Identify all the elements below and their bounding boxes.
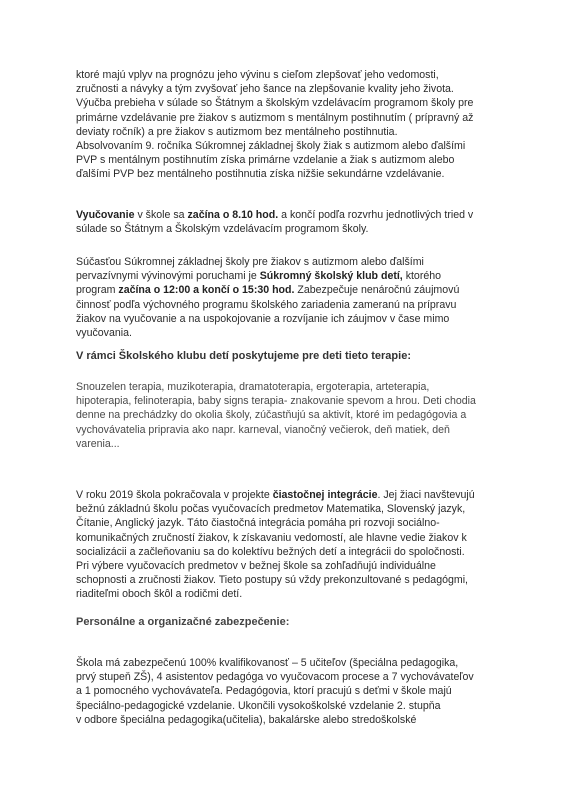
text-line: Snouzelen terapia, muzikoterapia, dramatoterapia, ergoterapia, arteterapia, [76,381,430,393]
text-line [76,283,514,297]
text-line: ďalšími PVP bez mentálneho postihnutia získa nižšie sekundárne vzdelávanie. [76,168,445,181]
paragraph-integration [76,488,514,602]
text-line: a 1 pomocného vychovávateľa. Pedagógovia, ktorí pracujú s deťmi v škole majú [76,685,452,698]
text-line: bežnú základnú školu počas vyučovacích predmetov Matematika, Slovenský jazyk, [76,503,466,516]
heading-personnel: Personálne a organizačné zabezpečenie: [76,616,290,628]
bold-text: čiastočnej integrácie [272,489,378,501]
heading-therapies: V rámci Školského klubu detí poskytujeme pre deti tieto terapie: [76,350,411,362]
bold-text: začína o 8.10 hod. [187,209,279,221]
text-line: varenia... [76,437,120,450]
text-span: ktorého [402,270,442,283]
text-line: ktoré majú vplyv na prognózu jeho vývinu s cieľom zlepšovať jeho vedomosti, [76,69,439,81]
text-span: a končí podľa rozvrhu jednotlivých tried v [278,209,474,221]
paragraph-therapies [76,380,514,451]
text-line: hipoterapia, felinoterapia, baby signs terapia- znakovanie spevom a hrou. Deti chodia [76,395,476,408]
paragraph-personnel [76,656,514,727]
paragraph-schedule [76,208,514,236]
text-span: Zabezpečuje nenáročnú záujmovú [294,284,460,297]
text-line: Výučba prebieha v súlade so Štátnym a školským vzdelávacím programom školy pre [76,97,474,110]
text-line: schopnosti a zručnosti žiakov. Tieto postupy sú vždy prekonzultované s pedagógmi, [76,574,468,587]
text-line [76,488,514,502]
text-line [76,208,514,222]
text-span: program [76,284,119,297]
text-line: Škola má zabezpečenú 100% kvalifikovanosť – 5 učiteľov (špeciálna pedagogika, [76,657,459,669]
text-line: špeciálno-pedagogické vzdelanie. Ukončili vysokoškolské vzdelanie 2. stupňa [76,699,441,712]
text-line: súlade so Štátnym a Školským vzdelávacím programom školy. [76,223,369,236]
text-span: V roku 2019 škola pokračovala v projekte [76,489,273,501]
text-line: Čítanie, Anglický jazyk. Táto čiastočná integrácia pomáha pri rozvoji sociálno- [76,517,440,530]
text-line: riaditeľmi oboch škôl a rodičmi detí. [76,588,243,601]
text-span: v škole sa [134,209,188,221]
bold-text: začína o 12:00 a končí o 15:30 hod. [118,284,295,297]
bold-text: Vyučovanie [76,209,135,221]
bold-text: Súkromný školský klub detí, [259,270,403,283]
text-line: vychovávatelia pripravia ako napr. karneval, vianočný večierok, deň matiek, deň [76,423,450,436]
text-line: Pri výbere vyučovacích predmetov v bežnej škole sa zohľadňujú individuálne [76,560,436,573]
text-line: Absolvovaním 9. ročníka Súkromnej základnej školy žiak s autizmom alebo ďalšími [76,140,466,153]
text-line: prvý stupeň ZŠ), 4 asistentov pedagóga vo vyučovacom procese a 7 vychovávateľov [76,671,474,684]
text-line: PVP s mentálnym postihnutím získa primárne vzdelanie a žiak s autizmom alebo [76,154,455,167]
paragraph-education-intro [76,68,514,182]
text-line: komunikačných zručností žiakov, k získavaniu vedomostí, ale hlavne vedie žiakov k [76,531,467,544]
text-span: pervazívnymi vývinovými poruchami je [76,270,260,283]
text-line: vyučovania. [76,327,132,340]
text-line: socializácii a začleňovaniu sa do kolektívu bežných detí a integrácii do spoločnosti. [76,545,465,558]
text-line [76,269,514,283]
text-line: denne na prechádzky do okolia školy, zúčastňujú sa aktivít, ktoré im pedagógovia a [76,409,467,422]
paragraph-school-club [76,255,514,340]
text-line: Súčasťou Súkromnej základnej školy pre žiakov s autizmom alebo ďalšími [76,256,424,268]
text-line: žiakov na vyučovanie a na uspokojovanie a rozvíjanie ich záujmov v čase mimo [76,312,450,325]
text-line: deviaty ročník) a pre žiakov s autizmom bez mentálneho postihnutia. [76,125,398,138]
text-line: primárne vzdelávanie pre žiakov s autizmom s mentálnym postihnutím ( prípravný až [76,111,474,124]
text-span: . Jej žiaci navštevujú [377,489,475,501]
text-line: v odbore špeciálna pedagogika(učitelia), bakalárske alebo stredoškolské [76,713,417,726]
text-line: zručnosti a návyky a tým zvyšovať jeho šance na zlepšovanie kvality jeho života. [76,83,454,96]
text-line: činnosť podľa výchovného programu školského zariadenia zameranú na prípravu [76,298,457,311]
